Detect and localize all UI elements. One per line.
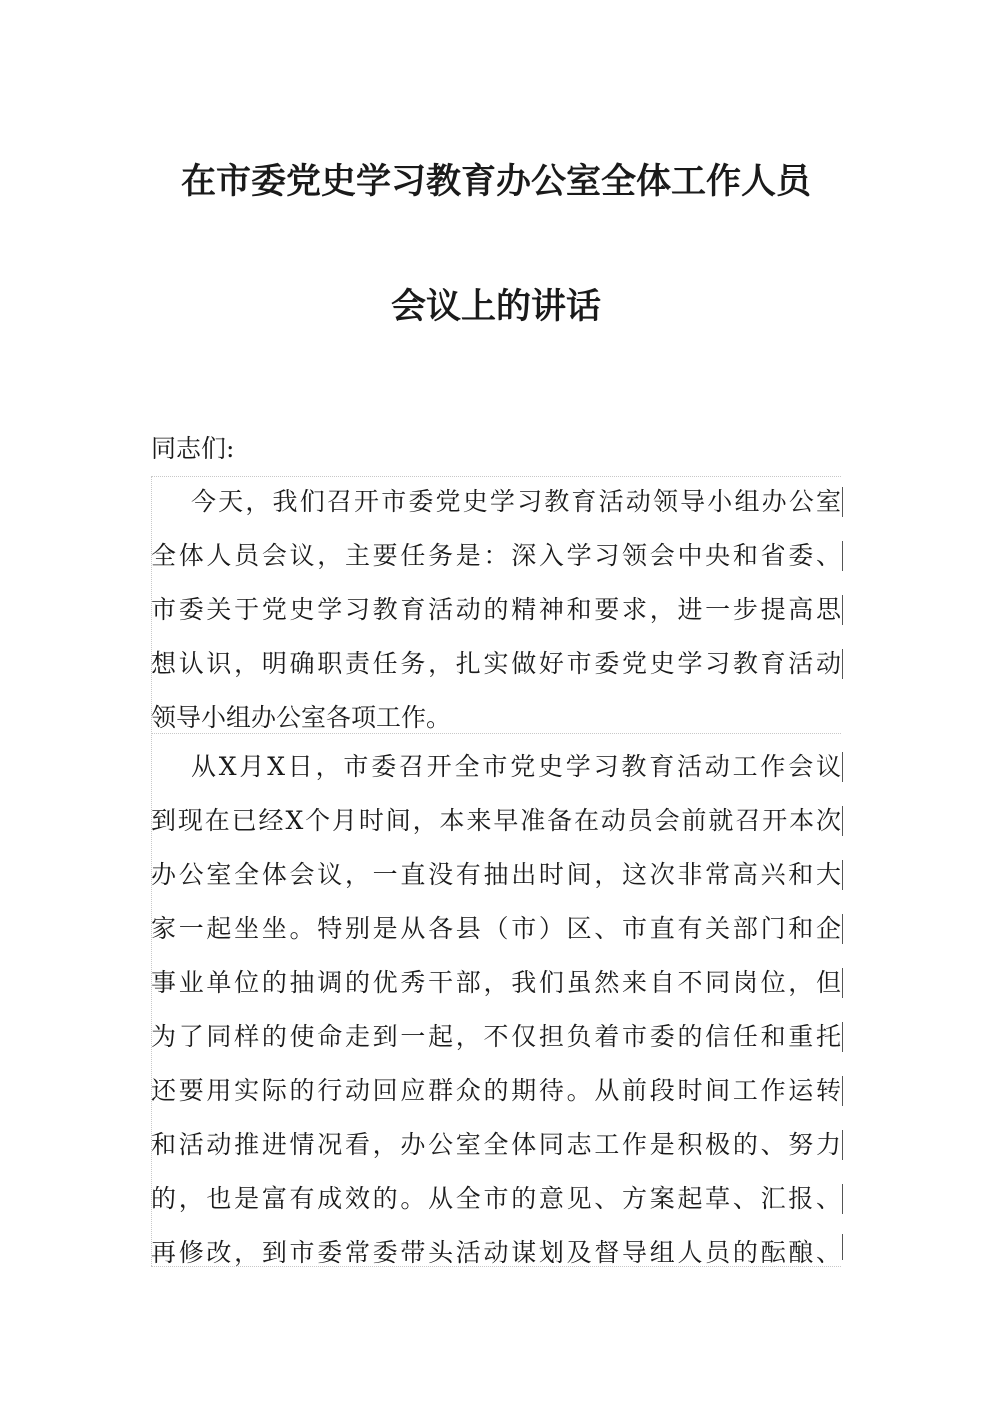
line-end-marker — [842, 1076, 843, 1106]
paragraph-1-line: 全体人员会议，主要任务是：深入学习领会中央和省委、 — [151, 541, 841, 570]
paragraph-2-line: 和活动推进情况看，办公室全体同志工作是积极的、努力 — [151, 1130, 841, 1159]
line-end-marker — [842, 806, 843, 836]
paragraph-2-line: 的，也是富有成效的。从全市的意见、方案起草、汇报、 — [151, 1184, 841, 1213]
paragraph-2 — [151, 740, 841, 1280]
line-end-marker — [842, 1234, 843, 1260]
document-title-line-1: 在市委党史学习教育办公室全体工作人员 — [180, 162, 811, 202]
line-end-marker — [842, 968, 843, 998]
paragraph-1-line: 市委关于党史学习教育活动的精神和要求，进一步提高思 — [151, 595, 841, 624]
line-end-marker — [842, 541, 843, 571]
line-end-marker — [842, 914, 843, 944]
paragraph-2-line: 办公室全体会议，一直没有抽出时间，这次非常高兴和大 — [151, 860, 841, 889]
line-end-marker — [842, 1130, 843, 1160]
line-end-marker — [842, 595, 843, 625]
paragraph-1-line: 想认识，明确职责任务，扎实做好市委党史学习教育活动 — [151, 649, 841, 678]
paragraph-2-line: 事业单位的抽调的优秀干部，我们虽然来自不同岗位，但 — [151, 968, 841, 997]
line-end-marker — [842, 752, 843, 782]
paragraph-1 — [151, 475, 841, 745]
paragraph-1-line: 今天，我们召开市委党史学习教育活动领导小组办公室 — [191, 487, 841, 516]
paragraph-2-line: 还要用实际的行动回应群众的期待。从前段时间工作运转 — [151, 1076, 841, 1105]
line-end-marker — [842, 1184, 843, 1214]
paragraph-2-line: 从X月X日，市委召开全市党史学习教育活动工作会议 — [191, 752, 841, 781]
paragraph-2-line: 再修改，到市委常委带头活动谋划及督导组人员的酝酿、 — [151, 1238, 841, 1267]
document-title-line-2: 会议上的讲话 — [390, 287, 601, 327]
salutation: 同志们: — [151, 434, 235, 463]
line-end-marker — [842, 649, 843, 679]
paragraph-2-line: 为了同样的使命走到一起，不仅担负着市委的信任和重托 — [151, 1022, 841, 1051]
line-end-marker — [842, 487, 843, 517]
paragraph-1-line: 领导小组办公室各项工作。 — [151, 703, 452, 732]
line-end-marker — [842, 1022, 843, 1052]
paragraph-2-line: 到现在已经X个月时间，本来早准备在动员会前就召开本次 — [151, 806, 841, 835]
line-end-marker — [842, 860, 843, 890]
paragraph-2-line: 家一起坐坐。特别是从各县（市）区、市直有关部门和企 — [151, 914, 841, 943]
